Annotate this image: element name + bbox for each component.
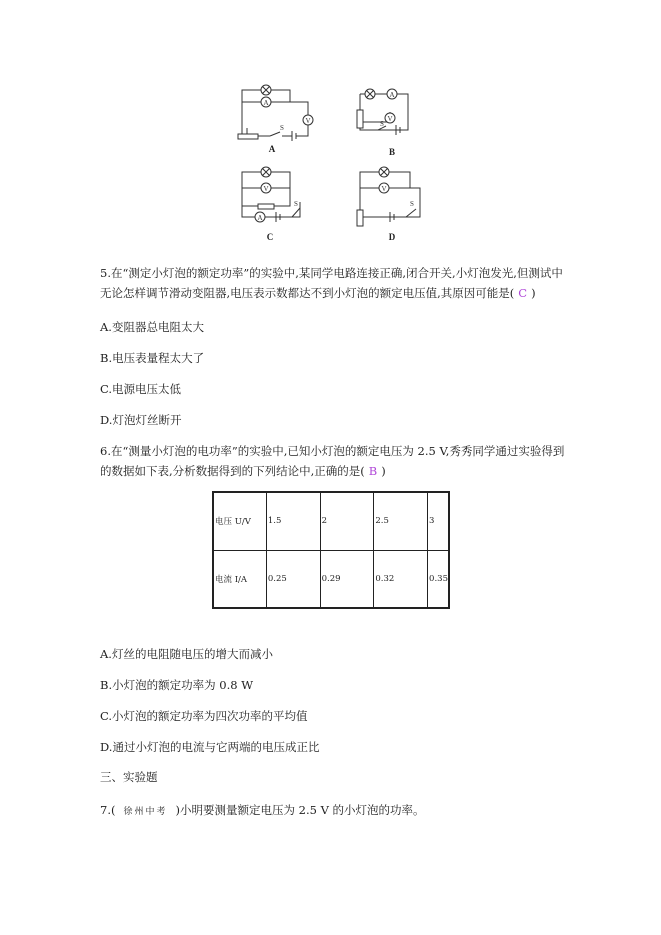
ammeter-symbol-b: A [389, 91, 395, 99]
circuit-d [357, 167, 420, 226]
table-row-label: 电压 U/V [213, 492, 266, 550]
table-row [213, 492, 449, 550]
question-7-source: 徐州中考 [123, 807, 168, 817]
voltmeter-symbol-a: V [305, 117, 311, 125]
question-5-option-a: A.变阻器总电阻太大 [100, 320, 204, 334]
table-cell: 0.35 [428, 550, 449, 608]
voltmeter-symbol-d: V [381, 185, 387, 193]
circuit-diagrams-figure [230, 82, 430, 252]
question-6-option-a: A.灯丝的电阻随电压的增大而减小 [100, 647, 273, 661]
figure-label-d: D [388, 232, 396, 242]
ammeter-symbol-a: A [263, 99, 269, 107]
ammeter-symbol-c: A [257, 214, 263, 222]
question-6-text: 的数据如下表,分析数据得到的下列结论中,正确的是( [100, 464, 365, 478]
question-5-option-d: D.灯泡灯丝断开 [100, 413, 182, 427]
table-cell: 2 [320, 492, 374, 550]
voltmeter-symbol-c: V [263, 185, 269, 193]
question-6-option-c: C.小灯泡的额定功率为四次功率的平均值 [100, 709, 308, 723]
question-7-prefix: 7.( [100, 803, 116, 817]
table-cell: 0.32 [374, 550, 428, 608]
figure-label-b: B [388, 147, 396, 157]
circuit-a [238, 85, 313, 141]
question-7 [100, 802, 425, 818]
question-5-option-b: B.电压表量程太大了 [100, 351, 205, 365]
question-6-answer: B [368, 464, 378, 478]
question-5-text: 无论怎样调节滑动变阻器,电压表示数都达不到小灯泡的额定电压值,其原因可能是( [100, 286, 515, 300]
question-7-text: )小明要测量额定电压为 2.5 V 的小灯泡的功率。 [175, 803, 425, 817]
switch-label-b: S [380, 120, 384, 128]
table-cell: 0.29 [320, 550, 374, 608]
table-cell: 2.5 [374, 492, 428, 550]
question-6-line-1: 6.在“测量小灯泡的电功率”的实验中,已知小灯泡的额定电压为 2.5 V,秀秀同学通过实验得到 [100, 444, 565, 458]
table-cell: 3 [428, 492, 449, 550]
switch-label-a: S [280, 124, 284, 132]
switch-label-d: S [410, 200, 414, 208]
circuit-c [242, 167, 300, 222]
question-5-line-1: 5.在“测定小灯泡的额定功率”的实验中,某同学电路连接正确,闭合开关,小灯泡发光,但测试中 [100, 266, 563, 280]
voltmeter-symbol-b: V [387, 115, 393, 123]
table-row [213, 550, 449, 608]
switch-label-c: S [294, 200, 298, 208]
question-6-close: ) [381, 464, 386, 478]
circuit-b [357, 89, 408, 135]
data-table [212, 491, 450, 609]
question-5 [100, 263, 570, 303]
question-6 [100, 441, 570, 481]
question-6-option-d: D.通过小灯泡的电流与它两端的电压成正比 [100, 740, 320, 754]
figure-label-a: A [268, 144, 276, 154]
section-heading: 三、实验题 [100, 770, 158, 784]
question-5-close: ) [531, 286, 536, 300]
question-5-option-c: C.电源电压太低 [100, 382, 182, 396]
question-6-option-b: B.小灯泡的额定功率为 0.8 W [100, 678, 254, 692]
figure-label-c: C [266, 232, 274, 242]
table-cell: 0.25 [266, 550, 320, 608]
table-cell: 1.5 [266, 492, 320, 550]
question-5-line-2 [100, 283, 570, 303]
table-row-label: 电流 I/A [213, 550, 266, 608]
question-6-line-2 [100, 461, 570, 481]
question-5-answer: C [518, 286, 528, 300]
